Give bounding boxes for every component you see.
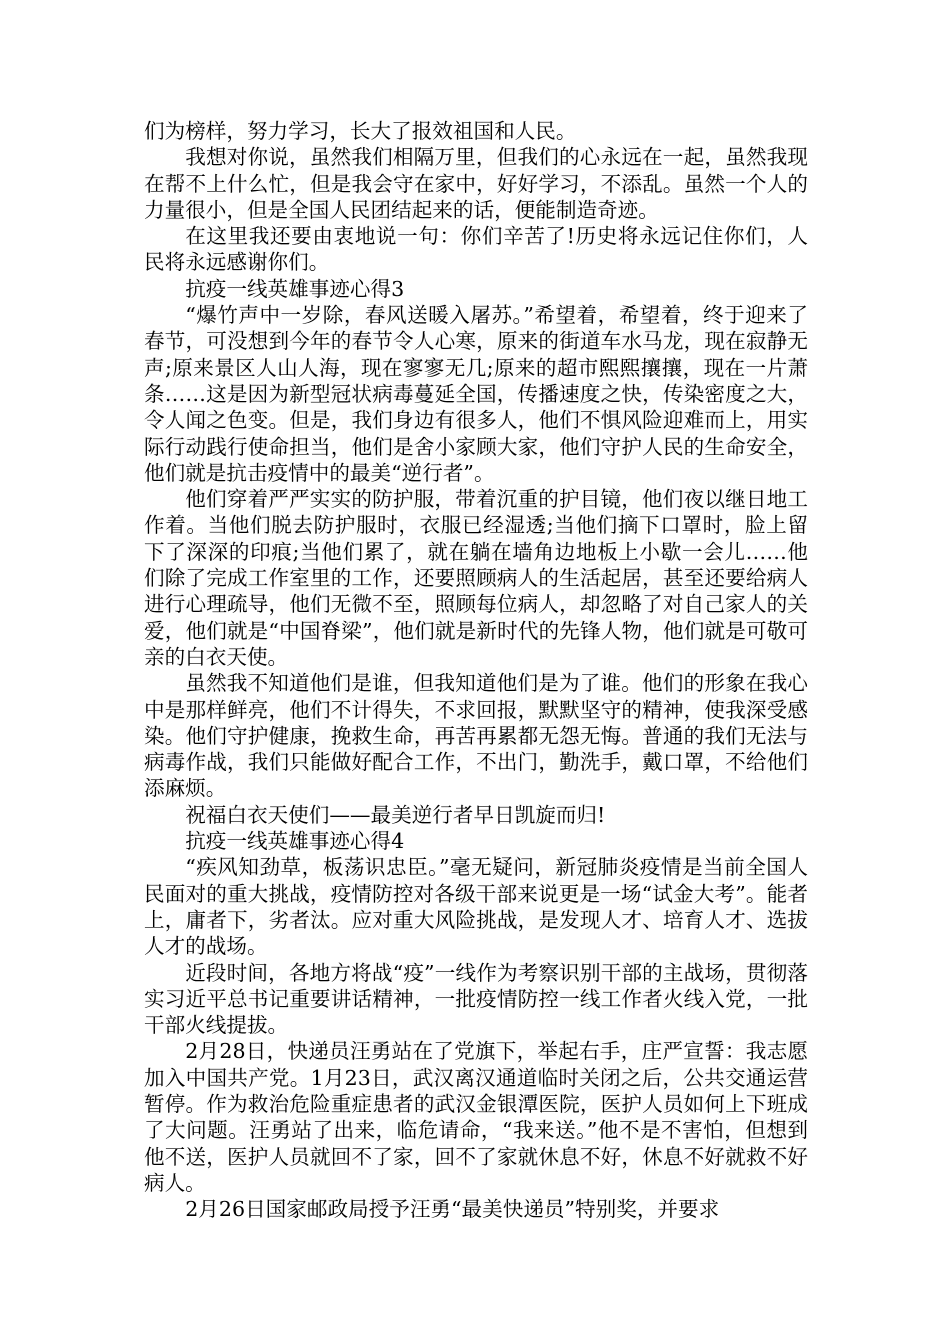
paragraph-10: 2月28日，快递员汪勇站在了党旗下，举起右手，庄严宣誓：我志愿加入中国共产党。1月23日，武汉离汉通道临时关闭之后，公共交通运营暂停。作为救治危险重症患者的武汉金银潭医院，医护人员如何上下班成了大问题。汪勇站了出来，临危请命，“我来送。”他不是不害怕，但想到他不送，医护人员就回不了家，回不了家就休息不好，休息不好就救不好病人。 <box>144 1039 808 1195</box>
paragraph-4: “爆竹声中一岁除，春风送暖入屠苏。”希望着，希望着，终于迎来了春节，可没想到今年的春节令人心寒，原来的街道车水马龙，现在寂静无声;原来景区人山人海，现在寥寥无几;原来的超市熙熙攘攘，现在一片萧条……这是因为新型冠状病毒蔓延全国，传播速度之快，传染密度之大，令人闻之色变。但是，我们身边有很多人，他们不惧风险迎难而上，用实际行动践行使命担当，他们是舍小家顾大家，他们守护人民的生命安全，他们就是抗击疫情中的最美“逆行者”。 <box>144 303 808 485</box>
paragraph-3: 在这里我还要由衷地说一句：你们辛苦了!历史将永远记住你们，人民将永远感谢你们。 <box>144 224 808 275</box>
document-page <box>144 118 808 1222</box>
paragraph-6: 虽然我不知道他们是谁，但我知道他们是为了谁。他们的形象在我心中是那样鲜亮，他们不计得失，不求回报，默默坚守的精神，使我深受感染。他们守护健康，挽救生命，再苦再累都无怨无悔。普通的我们无法与病毒作战，我们只能做好配合工作，不出门，勤洗手，戴口罩，不给他们添麻烦。 <box>144 671 808 801</box>
paragraph-2: 我想对你说，虽然我们相隔万里，但我们的心永远在一起，虽然我现在帮不上什么忙，但是我会守在家中，好好学习，不添乱。虽然一个人的力量很小，但是全国人民团结起来的话，便能制造奇迹。 <box>144 145 808 222</box>
section-heading-4: 抗疫一线英雄事迹心得4 <box>185 829 405 854</box>
paragraph-9: 近段时间，各地方将战“疫”一线作为考察识别干部的主战场，贯彻落实习近平总书记重要讲话精神，一批疫情防控一线工作者火线入党，一批干部火线提拔。 <box>144 960 808 1038</box>
section-heading-3: 抗疫一线英雄事迹心得3 <box>185 276 405 301</box>
paragraph-1: 们为榜样，努力学习，长大了报效祖国和人民。 <box>144 119 577 143</box>
paragraph-5: 他们穿着严严实实的防护服，带着沉重的护目镜，他们夜以继日地工作着。当他们脱去防护服时，衣服已经湿透;当他们摘下口罩时，脸上留下了深深的印痕;当他们累了，就在躺在墙角边地板上小歇一会儿……他们除了完成工作室里的工作，还要照顾病人的生活起居，甚至还要给病人进行心理疏导，他们无微不至，照顾每位病人，却忽略了对自己家人的关爱，他们就是“中国脊梁”，他们就是新时代的先锋人物，他们就是可敬可亲的白衣天使。 <box>144 487 808 669</box>
paragraph-8: “疾风知劲草，板荡识忠臣。”毫无疑问，新冠肺炎疫情是当前全国人民面对的重大挑战，疫情防控对各级干部来说更是一场“试金大考”。能者上，庸者下，劣者汰。应对重大风险挑战，是发现人才、培育人才、选拔人才的战场。 <box>144 855 808 959</box>
paragraph-7: 祝福白衣天使们——最美逆行者早日凯旋而归! <box>185 802 606 827</box>
paragraph-11: 2月26日国家邮政局授予汪勇“最美快递员”特别奖，并要求 <box>185 1197 720 1222</box>
